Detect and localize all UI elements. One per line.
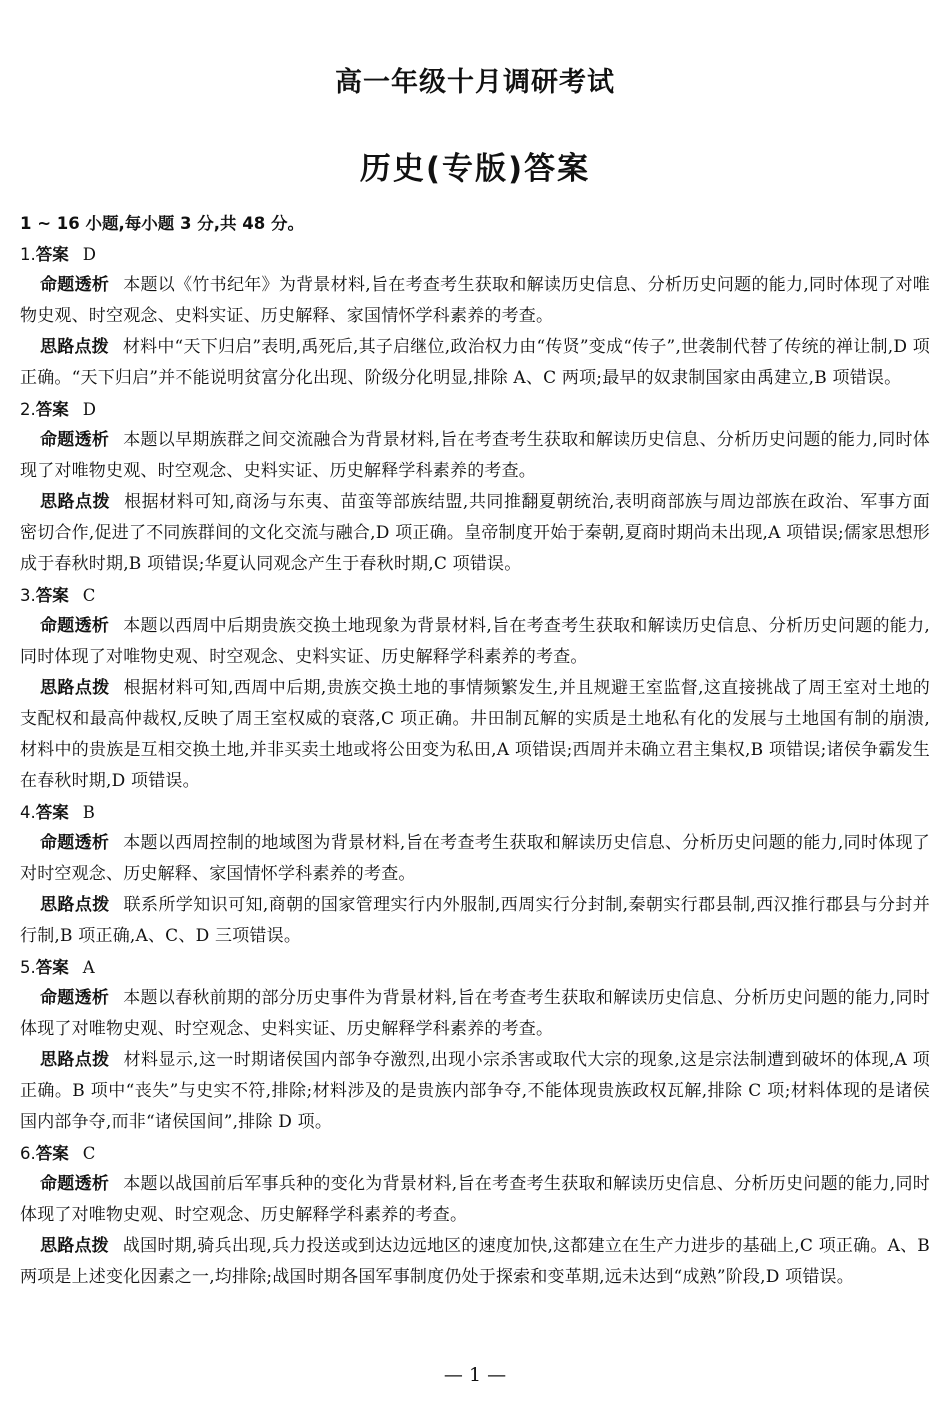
analysis-paragraph bbox=[20, 983, 930, 1045]
analysis-text: 本题以西周中后期贵族交换土地现象为背景材料,旨在考查考生获取和解读历史信息、分析历史问题的能力,同时体现了对唯物史观、时空观念、史料实证、历史解释学科素养的考查。 bbox=[20, 616, 930, 667]
analysis-label: 命题透析 bbox=[40, 1174, 110, 1194]
answer-value: B bbox=[82, 803, 95, 822]
analysis-paragraph bbox=[20, 828, 930, 890]
answer-label: 答案 bbox=[35, 400, 69, 419]
thinking-paragraph bbox=[20, 890, 930, 952]
answer-line bbox=[20, 239, 930, 270]
answer-label: 答案 bbox=[35, 958, 69, 977]
answer-value: D bbox=[82, 245, 96, 264]
analysis-paragraph bbox=[20, 425, 930, 487]
question-number: 4. bbox=[20, 803, 36, 822]
question-number: 6. bbox=[20, 1144, 36, 1163]
analysis-paragraph bbox=[20, 1169, 930, 1231]
page-subtitle: 历史(专版)答案 bbox=[359, 151, 591, 187]
question-item bbox=[20, 797, 930, 952]
answer-line bbox=[20, 952, 930, 983]
answer-value: C bbox=[82, 586, 96, 605]
page-number: — 1 — bbox=[443, 1364, 507, 1386]
question-list bbox=[20, 239, 930, 1293]
answer-label: 答案 bbox=[35, 245, 69, 264]
analysis-label: 命题透析 bbox=[40, 616, 110, 636]
question-item bbox=[20, 239, 930, 394]
question-number: 1. bbox=[20, 245, 36, 264]
thinking-paragraph bbox=[20, 332, 930, 394]
question-item bbox=[20, 394, 930, 580]
question-item bbox=[20, 580, 930, 797]
question-number: 5. bbox=[20, 958, 36, 977]
answer-value: A bbox=[82, 958, 95, 977]
thinking-text: 材料显示,这一时期诸侯国内部争夺激烈,出现小宗杀害或取代大宗的现象,这是宗法制遭到破坏的体现,A 项正确。B 项中“丧失”与史实不符,排除;材料涉及的是贵族内部争夺,不能体现贵族政权瓦解,排除 C 项;材料体现的是诸侯国内部争夺,而非“诸侯国间”,排除 D 项。 bbox=[20, 1050, 930, 1132]
thinking-label: 思路点拨 bbox=[40, 895, 110, 915]
analysis-paragraph bbox=[20, 611, 930, 673]
answer-label: 答案 bbox=[35, 803, 69, 822]
thinking-label: 思路点拨 bbox=[40, 1236, 109, 1256]
analysis-label: 命题透析 bbox=[40, 988, 110, 1008]
answer-line bbox=[20, 1138, 930, 1169]
answer-line bbox=[20, 797, 930, 828]
question-item bbox=[20, 1138, 930, 1293]
question-item bbox=[20, 952, 930, 1138]
answer-value: D bbox=[82, 400, 96, 419]
analysis-text: 本题以《竹书纪年》为背景材料,旨在考查考生获取和解读历史信息、分析历史问题的能力,同时体现了对唯物史观、时空观念、史料实证、历史解释、家国情怀学科素养的考查。 bbox=[20, 275, 930, 326]
analysis-label: 命题透析 bbox=[40, 833, 110, 853]
analysis-label: 命题透析 bbox=[40, 275, 110, 295]
thinking-label: 思路点拨 bbox=[40, 337, 109, 357]
thinking-paragraph bbox=[20, 1045, 930, 1138]
analysis-text: 本题以西周控制的地域图为背景材料,旨在考查考生获取和解读历史信息、分析历史问题的能力,同时体现了对时空观念、历史解释、家国情怀学科素养的考查。 bbox=[20, 833, 930, 884]
answer-label: 答案 bbox=[35, 1144, 69, 1163]
analysis-paragraph bbox=[20, 270, 930, 332]
answer-line bbox=[20, 394, 930, 425]
question-number: 2. bbox=[20, 400, 36, 419]
thinking-text: 材料中“天下归启”表明,禹死后,其子启继位,政治权力由“传贤”变成“传子”,世袭制代替了传统的禅让制,D 项正确。“天下归启”并不能说明贫富分化出现、阶级分化明显,排除 A、C 两项;最早的奴隶制国家由禹建立,B 项错误。 bbox=[20, 337, 930, 388]
analysis-text: 本题以早期族群之间交流融合为背景材料,旨在考查考生获取和解读历史信息、分析历史问题的能力,同时体现了对唯物史观、时空观念、史料实证、历史解释学科素养的考查。 bbox=[20, 430, 930, 481]
thinking-label: 思路点拨 bbox=[40, 492, 111, 512]
answer-content bbox=[20, 208, 930, 1293]
thinking-text: 联系所学知识可知,商朝的国家管理实行内外服制,西周实行分封制,秦朝实行郡县制,西汉推行郡县与分封并行制,B 项正确,A、C、D 三项错误。 bbox=[20, 895, 930, 946]
page-title: 高一年级十月调研考试 bbox=[335, 67, 615, 98]
thinking-label: 思路点拨 bbox=[40, 678, 110, 698]
thinking-text: 根据材料可知,商汤与东夷、苗蛮等部族结盟,共同推翻夏朝统治,表明商部族与周边部族在政治、军事方面密切合作,促进了不同族群间的文化交流与融合,D 项正确。皇帝制度开始于秦朝,夏商时期尚未出现,A 项错误;儒家思想形成于春秋时期,B 项错误;华夏认同观念产生于春秋时期,C 项错误。 bbox=[20, 492, 930, 574]
analysis-label: 命题透析 bbox=[40, 430, 110, 450]
answer-value: C bbox=[82, 1144, 96, 1163]
thinking-paragraph bbox=[20, 1231, 930, 1293]
thinking-label: 思路点拨 bbox=[40, 1050, 110, 1070]
thinking-text: 战国时期,骑兵出现,兵力投送或到达边远地区的速度加快,这都建立在生产力进步的基础上,C 项正确。A、B 两项是上述变化因素之一,均排除;战国时期各国军事制度仍处于探索和变革期,远未达到“成熟”阶段,D 项错误。 bbox=[20, 1236, 930, 1287]
answer-label: 答案 bbox=[35, 586, 69, 605]
thinking-paragraph bbox=[20, 673, 930, 797]
question-number: 3. bbox=[20, 586, 36, 605]
analysis-text: 本题以战国前后军事兵种的变化为背景材料,旨在考查考生获取和解读历史信息、分析历史问题的能力,同时体现了对唯物史观、时空观念、历史解释学科素养的考查。 bbox=[20, 1174, 930, 1225]
analysis-text: 本题以春秋前期的部分历史事件为背景材料,旨在考查考生获取和解读历史信息、分析历史问题的能力,同时体现了对唯物史观、时空观念、史料实证、历史解释学科素养的考查。 bbox=[20, 988, 930, 1039]
intro-text: 1 ~ 16 小题,每小题 3 分,共 48 分。 bbox=[20, 214, 304, 233]
thinking-text: 根据材料可知,西周中后期,贵族交换土地的事情频繁发生,并且规避王室监督,这直接挑战了周王室对土地的支配权和最高仲裁权,反映了周王室权威的衰落,C 项正确。井田制瓦解的实质是土地私有化的发展与土地国有制的崩溃,材料中的贵族是互相交换土地,并非买卖土地或将公田变为私田,A 项错误;西周并未确立君主集权,B 项错误;诸侯争霸发生在春秋时期,D 项错误。 bbox=[20, 678, 930, 791]
thinking-paragraph bbox=[20, 487, 930, 580]
answer-line bbox=[20, 580, 930, 611]
